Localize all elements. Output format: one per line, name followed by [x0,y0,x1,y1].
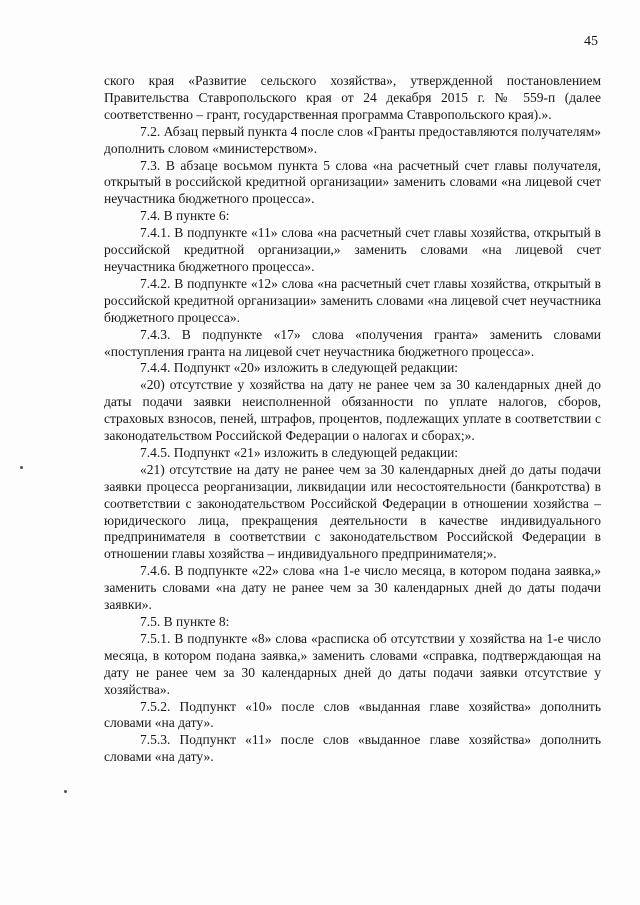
paragraph: 7.5. В пункте 8: [140,614,230,629]
paragraph: 7.5.3. Подпункт «11» после слов «выданное главе хозяйства» дополнить словами «на дату». [104,732,601,765]
paragraph: 7.5.2. Подпункт «10» после слов «выданная главе хозяйства» дополнить словами «на дату». [104,698,601,731]
paragraph: 7.5.1. В подпункте «8» слова «расписка об отсутствии у хозяйства на 1-е число месяца, в котором подана заявка,» заменить словами «справка, подтверждающая на дату не ранее чем за 30 календарных дней до даты подачи заявки отсутствие у хозяйства». [104,630,601,697]
paragraph: 7.4.6. В подпункте «22» слова «на 1-е число месяца, в котором подана заявка,» заменить словами «на дату не ранее чем за 30 календарных дней до даты подачи заявки». [104,563,601,613]
paragraph: 7.2. Абзац первый пункта 4 после слов «Гранты предоставляются получателям» дополнить словом «министерством». [104,123,601,156]
paragraph: 7.4.1. В подпункте «11» слова «на расчетный счет главы хозяйства, открытый в российской кредитной организации,» заменить словами «на лицевой счет неучастника бюджетного процесса». [104,225,601,274]
paragraph: «20) отсутствие у хозяйства на дату не ранее чем за 30 календарных дней до даты подачи заявки неисполненной обязанности по уплате налогов, сборов, страховых взносов, пеней, штрафов, процентов, подлежащих уплате в соответствии с законодательством Российской Федерации о налогах и сборах;». [104,377,601,444]
paragraph: 7.4.5. Подпункт «21» изложить в следующей редакции: [140,444,459,460]
scan-speck [64,790,67,793]
page-number: 45 [584,34,598,49]
paragraph: «21) отсутствие на дату не ранее чем за 30 календарных дней до даты подачи заявки процесса реорганизации, ликвидации или несостоятельности (банкротства) в соответствии с законодательством Российской Федерации в отношении хозяйства – юридического лица, прекращения деятельности в качестве индивидуального предпринимателя в соответствии с законодательством Российской Федерации в отношении главы хозяйства – индивидуального предпринимателя;». [104,461,601,562]
document-body [104,73,601,766]
paragraph: 7.3. В абзаце восьмом пункта 5 слова «на расчетный счет главы получателя, открытый в российской кредитной организации» заменить словами «на лицевой счет неучастника бюджетного процесса». [104,157,601,207]
paragraph: 7.4.2. В подпункте «12» слова «на расчетный счет главы хозяйства, открытый в российской кредитной организации» заменить словами «на лицевой счет неучастника бюджетного процесса». [104,275,601,325]
paragraph: ского края «Развитие сельского хозяйства», утвержденной постановлением Правительства Ставропольского края от 24 декабря 2015 г. № 559-п (далее соответственно – грант, государственная программа Ставропольского края).». [104,73,601,122]
paragraph: 7.4.4. Подпункт «20» изложить в следующей редакции: [140,360,459,376]
paragraph: 7.4.3. В подпункте «17» слова «получения гранта» заменить словами «поступления гранта на лицевой счет неучастника бюджетного процесса». [104,326,601,359]
scan-speck [20,466,23,469]
paragraph: 7.4. В пункте 6: [140,208,230,224]
